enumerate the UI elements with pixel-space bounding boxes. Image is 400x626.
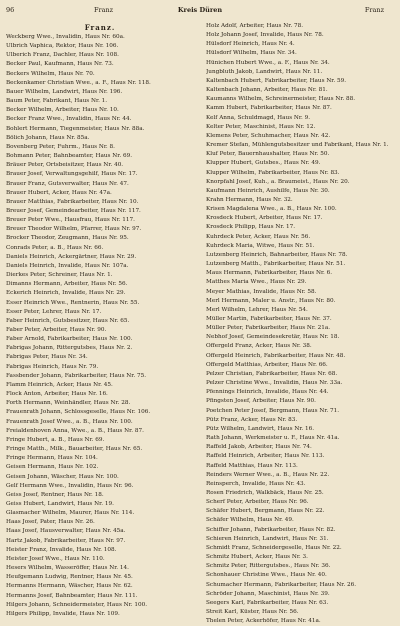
directory-entry: Haas Josef, Pater, Haus Nr. 26. — [6, 519, 95, 526]
page-header — [6, 3, 394, 17]
directory-entry: Meyer Mathias, Invalide, Haus Nr. 58. — [206, 288, 317, 295]
directory-entry: Brauer Franz, Gutsverwalter, Haus Nr. 47. — [6, 180, 129, 187]
directory-entry: Glasmacher Wilhelm, Maurer, Haus Nr. 114. — [6, 510, 135, 517]
directory-entry: Offergeld Franz, Acker, Haus Nr. 38. — [206, 343, 312, 350]
header-left-word: Franz — [94, 6, 114, 14]
directory-entry: Flock Anton, Arbeiter, Haus Nr. 16. — [6, 391, 108, 398]
directory-entry: Brauer Matthias, Fabrikarbeiter, Haus Nr. 10. — [6, 198, 139, 205]
directory-entry: Heufgemann Ludwig, Rentner, Haus Nr. 45. — [6, 574, 133, 581]
header-right-word: Franz — [364, 6, 384, 14]
directory-entry: Kaumanns Wilhelm, Schreinermeister, Haus Nr. 88. — [206, 96, 356, 103]
directory-entry: Schmitz Hubert, Acker, Haus Nr. 3. — [206, 554, 308, 561]
directory-entry: Hermanns Hermann, Wäscher, Haus Nr. 62. — [6, 583, 133, 590]
directory-entry: Pütz Franz, Acker, Haus Nr. 83. — [206, 416, 298, 423]
directory-entry: Dimanns Hermann, Arbeiter, Haus Nr. 56. — [6, 281, 128, 288]
right-column — [206, 22, 396, 626]
directory-entry: Lutzenberg Matth., Fabrikarbeiter, Haus Nr. 51. — [206, 261, 346, 268]
directory-entry: Geiss Hubert, Landwirt, Haus Nr. 19. — [6, 500, 114, 507]
directory-entry: Geiss Josef, Rentner, Haus Nr. 18. — [6, 491, 104, 498]
directory-entry: Merl Hermann, Maler u. Anstr., Haus Nr. 80. — [206, 297, 336, 304]
directory-entry: Rosen Friedrich, Walkbäck, Haus Nr. 25. — [206, 489, 324, 496]
directory-entry: Kuhrdeck Peter, Acker, Haus Nr. 56. — [206, 233, 311, 240]
directory-entry: Knorpfahl Josef, Kuh., a. Braumeist., Haus Nr. 20. — [206, 178, 350, 185]
directory-entry: Bohmann Peter, Bahnbeamter, Haus Nr. 69. — [6, 153, 132, 160]
directory-entry: Hünichen Hubert Wwe., a. F., Haus Nr. 34. — [206, 59, 330, 66]
directory-entry: Breuer Peter Wwe., Hausfrau, Haus Nr. 117. — [6, 217, 135, 224]
directory-entry: Becker Franz Wwe., Invalidin, Haus Nr. 44. — [6, 116, 132, 123]
directory-entry: Lutzenberg Heinrich, Bahnarbeiter, Haus Nr. 78. — [206, 251, 348, 258]
directory-entry: Frauenrath Josef Wwe., a. B., Haus Nr. 100. — [6, 418, 133, 425]
directory-entry: Bräuer Peter, Ortsbeisitzer, Haus Nr. 40. — [6, 162, 124, 169]
directory-entry: Flamm Heinrich, Acker, Haus Nr. 45. — [6, 381, 113, 388]
directory-entry: Conrads Peter, a. B., Haus Nr. 66. — [6, 244, 104, 251]
directory-entry: Faber Heinrich, Gutsbesitzer, Haus Nr. 65. — [6, 317, 130, 324]
directory-entry: Raffeld Jakob, Arbeiter, Haus Nr. 74. — [206, 444, 312, 451]
directory-entry: Ulbrich Vaphica, Rektor, Haus Nr. 106. — [6, 43, 119, 50]
directory-entry: Schmitz Peter, Rittergutsbes., Haus Nr. 36. — [206, 563, 331, 570]
directory-entry: Klupper Hubert, Gutsbes., Haus Nr. 49. — [206, 160, 321, 167]
directory-entry: Schäfer Wilhelm, Haus Nr. 49. — [206, 517, 294, 524]
directory-entry: Brauer Josef, Verwaltungsgehilf, Haus Nr. 17. — [6, 171, 138, 178]
directory-entry: Eckerich Heinrich, Invalide, Haus Nr. 29. — [6, 290, 126, 297]
directory-entry: Scherf Peter, Arbeiter, Haus Nr. 96. — [206, 499, 309, 506]
directory-entry: Ulberich Franz, Dachler, Haus Nr. 108. — [6, 52, 119, 59]
directory-entry: Bölich Johann, Haus Nr. 85a. — [6, 134, 90, 141]
directory-entry: Weckberg Wwe., Invalidin, Haus Nr. 60a. — [6, 34, 125, 40]
directory-entry: Schumacher Hermann, Fabrikarbeiter, Haus Nr. 26. — [206, 581, 357, 588]
directory-entry: Hermanns Josef, Bahnbeamter, Haus Nr. 111. — [6, 592, 138, 599]
directory-entry: Daniels Heinrich, Ackergärtner, Haus Nr. 29. — [6, 253, 137, 260]
directory-entry: Jungbluth Jakob, Landwirt, Haus Nr. 11. — [206, 68, 323, 75]
directory-entry: Forth Hermann, Weinhändler, Haus Nr. 28. — [6, 400, 131, 407]
directory-entry: Raffeld Heinrich, Arbeiter, Haus Nr. 113. — [206, 453, 325, 460]
directory-entry: Kamm Hubert, Fabrikarbeiter, Haus Nr. 87. — [206, 105, 332, 112]
directory-entry: Kaltenbach Hubert, Fabrikarbeiter, Haus Nr. 59. — [206, 77, 347, 84]
directory-entry: Krosdeck Philipp, Haus Nr. 17. — [206, 224, 296, 231]
directory-entry: Bauer Wilhelm, Landwirt, Haus Nr. 196. — [6, 88, 123, 95]
directory-entry: Heister Franz, Invalide, Haus Nr. 108. — [6, 546, 117, 553]
directory-entry: Pelzer Christine Wwe., Invalidin, Haus Nr. 33a. — [206, 380, 343, 387]
directory-entry: Thelen Peter, Ackerhöfer, Haus Nr. 41a. — [206, 618, 321, 625]
directory-entry: Bovenberg Peter, Fuhrm., Haus Nr. 8. — [6, 143, 115, 150]
directory-entry: Maus Hermann, Fabrikarbeiter, Haus Nr. 6. — [206, 270, 333, 277]
directory-entry: Raffeld Matthias, Haus Nr. 113. — [206, 462, 298, 469]
directory-entry: Haas Josef, Hausverwalter, Haus Nr. 45a. — [6, 528, 126, 535]
directory-entry: Fringe Matth., Milk., Bauarbeiter, Haus Nr. 65. — [6, 446, 143, 453]
directory-entry: Schonhauer Christine Wwe., Haus Nr. 40. — [206, 572, 327, 579]
directory-entry: Hülsdorf Wilhelm, Haus Nr. 34. — [206, 50, 297, 57]
directory-entry: Gelf Hermann Wwe., Invalidin, Haus Nr. 96. — [6, 482, 134, 489]
directory-entry: Müller Peter, Fabrikarbeiter, Haus Nr. 21a. — [206, 325, 331, 332]
directory-entry: Heister Josef Wwe., Haus Nr. 110. — [6, 555, 105, 562]
directory-entry: Merl Wilhelm, Lehrer, Haus Nr. 54. — [206, 306, 308, 313]
directory-entry: Kluf Peter, Bauernhaushalter, Haus Nr. 50. — [206, 151, 330, 158]
directory-entry: Holz Adolf, Arbeiter, Haus Nr. 78. — [206, 23, 303, 29]
directory-entry: Pütz Wilhelm, Landwirt, Haus Nr. 16. — [206, 425, 315, 432]
directory-entry: Schmidt Franz, Schneidergeselle, Haus Nr. 22. — [206, 544, 342, 551]
directory-entry: Fringe Hermann, Haus Nr. 104. — [6, 455, 98, 462]
directory-entry: Müller Martin, Fabrikarbeiter, Haus Nr. 37. — [206, 316, 332, 322]
directory-entry: Kuhrdeck Maria, Witwe, Haus Nr. 51. — [206, 242, 315, 249]
directory-entry: Freialdenhoven Anna, Wwe., a. B., Haus Nr. 87. — [6, 427, 144, 434]
directory-entry: Pfingsten Josef, Arbeiter, Haus Nr. 90. — [206, 398, 316, 405]
directory-entry: Becker Paul, Kaufmann, Haus Nr. 73. — [6, 61, 114, 68]
directory-entry: Geisen Johann, Wäscher, Haus Nr. 100. — [6, 473, 119, 480]
header-title: Kreis Düren — [177, 6, 223, 14]
left-column — [6, 22, 194, 619]
directory-entry: Fringe Hubert, a. B., Haus Nr. 69. — [6, 436, 105, 443]
directory-entry: Faber Arnold, Fabrikarbeiter, Haus Nr. 100. — [6, 336, 133, 343]
directory-entry: Pelzer Christian, Fabrikarbeiter, Haus Nr. 68. — [206, 370, 338, 377]
directory-entry: Reinsperch, Invalide, Haus Nr. 43. — [206, 480, 306, 487]
directory-entry: Kaufmann Heinrich, Aushilfe, Haus Nr. 30. — [206, 187, 330, 194]
directory-entry: Offergeld Matthias, Arbeiter, Haus Nr. 66. — [206, 361, 328, 368]
directory-entry: Beckers Wilhelm, Haus Nr. 70. — [6, 70, 95, 77]
directory-entry: Hilgers Philipp, Invalide, Haus Nr. 109. — [6, 610, 120, 617]
directory-entry: Klupper Wilhelm, Fabrikarbeiter, Haus Nr. 83. — [206, 169, 340, 176]
page-number: 96 — [6, 6, 15, 14]
directory-entry: Streit Karl, Küster, Haus Nr. 56. — [206, 609, 299, 615]
directory-entry: Fabrigas Johann, Rittergutsbes, Haus Nr. 2. — [6, 345, 133, 352]
directory-entry: Baum Peter, Fabrikant, Haus Nr. 1. — [6, 98, 108, 105]
directory-entry: Schäfer Hubert, Bergmann, Haus Nr. 22. — [206, 508, 325, 515]
directory-entry: Kelf Anna, Schuldmagd, Haus Nr. 9. — [206, 114, 311, 121]
directory-entry: Esser Peter, Lehrer, Haus Nr. 17. — [6, 308, 102, 315]
directory-entry: Breuer Josef, Gemeindearbeiter, Haus Nr. 117. — [6, 207, 141, 214]
directory-entry: Krosdeck Hubert, Arbeiter, Haus Nr. 17. — [206, 215, 323, 222]
directory-entry: Brauer Hubert, Acker, Haus Nr. 47a. — [6, 189, 112, 196]
directory-entry: Holz Johann Josef, Invalide, Haus Nr. 78. — [206, 32, 324, 39]
directory-entry: Seegers Karl, Fabrikarbeiter, Haus Nr. 63. — [206, 599, 329, 606]
directory-entry: Faber Peter, Arbeiter, Haus Nr. 90. — [6, 327, 107, 333]
directory-entry: Schröder Johann, Maschinist, Haus Nr. 39. — [206, 590, 330, 597]
directory-entry: Geisen Hermann, Haus Nr. 102. — [6, 464, 99, 471]
directory-entry: Schiffer Johann, Fabrikarbeiter, Haus Nr. 82. — [206, 526, 336, 533]
directory-entry: Breuer Theodor Wilhelm, Pfarrer, Haus Nr. 97. — [6, 226, 142, 233]
directory-entry: Daniels Heinrich, Invalide, Haus Nr. 107a. — [6, 262, 129, 269]
directory-entry: Hartz Jakob, Fabrikarbeiter, Haus Nr. 97. — [6, 537, 126, 544]
directory-entry: Reinders Werner Wwe., a. B., Haus Nr. 22. — [206, 471, 330, 478]
directory-entry: Bohlert Hermann, Tiegenmeister, Haus Nr. 88a. — [6, 125, 145, 132]
directory-entry: Pfennings Heinrich, Invalide, Haus Nr. 44. — [206, 389, 329, 396]
directory-entry: Krahn Hermann, Haus Nr. 32. — [206, 196, 293, 203]
directory-entry: Offergeld Heinrich, Fabrikarbeiter, Haus Nr. 48. — [206, 352, 346, 359]
directory-entry: Fabrigas Heinrich, Haus Nr. 79. — [6, 363, 99, 370]
directory-entry: Esser Heinrich Wwe., Rentnerin, Haus Nr. 55. — [6, 299, 140, 306]
directory-entry: Hülsdorf Heinrich, Haus Nr. 4. — [206, 41, 295, 48]
directory-entry: Hesers Wilhelm, Wasseröffer, Haus Nr. 14. — [6, 565, 129, 572]
directory-entry: Rath Johann, Werkmeister u. F., Haus Nr. 41a. — [206, 435, 340, 442]
directory-entry: Hilgers Johann, Schneidermeister, Haus Nr. 100. — [6, 601, 148, 608]
directory-entry: Krisen Magdalena Wwe., a. B., Haus Nr. 100. — [206, 206, 337, 213]
directory-entry: Schieren Heinrich, Landwirt, Haus Nr. 31. — [206, 535, 329, 542]
directory-entry: Kaltenbach Johann, Arbeiter, Haus Nr. 81. — [206, 87, 328, 94]
directory-entry: Matthes Maria Wwe., Haus Nr. 29. — [206, 279, 307, 286]
directory-entry: Kelter Peter, Maschinist, Haus Nr. 12. — [206, 123, 316, 130]
directory-entry: Beckenkamer Christian Wwe., a. F., Haus Nr. 118. — [6, 79, 151, 86]
directory-entry: Fabrigas Peter, Haus Nr. 34. — [6, 354, 88, 361]
directory-entry: Poetchen Peter Josef, Bergmann, Haus Nr. 71. — [206, 407, 340, 414]
directory-entry: Brocker Theodor, Zeugmann, Haus Nr. 95. — [6, 235, 129, 242]
directory-entry: Klemens Peter, Schuhmacher, Haus Nr. 42. — [206, 132, 331, 139]
directory-entry: Kremer Stefan, Mühlengutsbesitzer und Fabrikant, Haus Nr. 1. — [206, 142, 389, 149]
directory-entry: Becker Wilhelm, Arbeiter, Haus Nr. 10. — [6, 107, 119, 114]
directory-entry: Fassbender Johann, Fabrikarbeiter, Haus Nr. 75. — [6, 372, 147, 379]
directory-entry: Dierkes Peter, Schreiner, Haus Nr. 1. — [6, 272, 113, 279]
directory-entry: Frauenrath Johann, Schlossgeselle, Haus Nr. 106. — [6, 409, 151, 416]
directory-entry: Nebhof Josef, Gemeindesekretär, Haus Nr. 18. — [206, 334, 340, 341]
section-title: Franz. — [84, 23, 116, 32]
